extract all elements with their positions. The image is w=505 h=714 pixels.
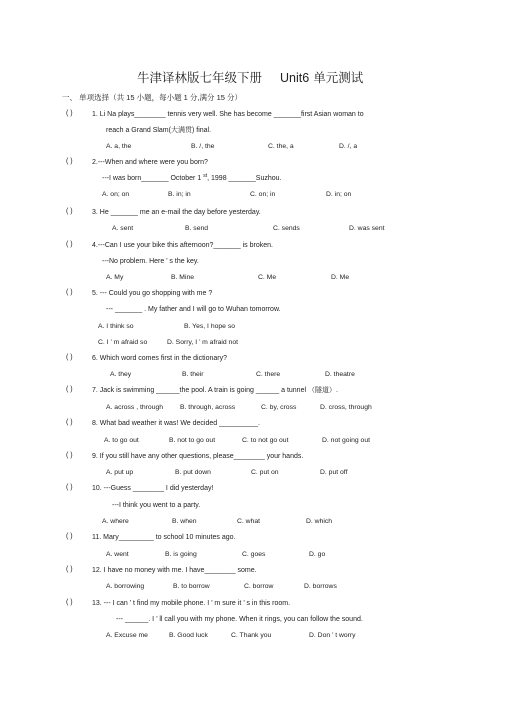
option-b: B. not to go out (169, 437, 216, 444)
question-stem: 3. He _______ me an e-mail the day before yesterday. (92, 209, 261, 216)
option-c: C. I ’ m afraid so (98, 339, 148, 346)
title-unit: Unit6 (280, 71, 310, 85)
answer-paren: ( ) (66, 241, 73, 248)
question-stem: 1. Li Na plays________ tennis very well. She has become _______first Asian woman to (92, 111, 364, 118)
stem-text: ---I was born_______ October 1 (102, 175, 202, 182)
option-d: D. was sent (349, 225, 385, 232)
option-c: C. the, a (268, 143, 294, 150)
option-c: C. borrow (244, 583, 274, 590)
answer-paren: ( ) (66, 158, 73, 165)
option-a: A. went (106, 551, 129, 558)
question-stem-line2: ---I think you went to a party. (112, 502, 201, 509)
option-c: C. goes (242, 551, 266, 558)
option-d: D. not going out (322, 437, 370, 444)
option-a: A. on; on (102, 191, 130, 198)
question-stem-line2 (102, 174, 281, 183)
option-a: A. put up (106, 469, 134, 476)
option-d: D. Sorry, I ’ m afraid not (167, 339, 239, 346)
option-b: B. /, the (191, 143, 215, 150)
option-c: C. sends (273, 225, 300, 232)
option-b: B. in; in (168, 191, 191, 198)
option-b: B. Good luck (169, 632, 208, 639)
question-stem: 13. --- I can ’ t find my mobile phone. I ’ m sure it ’ s in this room. (92, 600, 291, 607)
option-d: D. cross, through (320, 404, 372, 411)
option-b: B. Yes, I hope so (184, 323, 236, 330)
option-a: A. My (106, 274, 124, 281)
option-c: C. to not go out (242, 437, 289, 444)
answer-paren: ( ) (66, 599, 73, 606)
option-b: B. their (182, 371, 204, 378)
option-c: C. put on (251, 469, 279, 476)
question-stem: 12. I have no money with me. I have________ some. (92, 567, 257, 574)
question-stem: 11. Mary_________ to school 10 minutes ago. (92, 534, 236, 541)
question-stem: 9. If you still have any other questions, please________ your hands. (92, 453, 304, 460)
section-heading: 一、 单项选择（共 15 小题，每小题 1 分,满分 15 分） (62, 93, 243, 102)
option-b: B. put down (175, 469, 211, 476)
answer-paren: ( ) (66, 566, 73, 573)
ordinal-sup: st (203, 173, 208, 179)
option-c: C. Thank you (231, 632, 272, 639)
answer-paren: ( ) (66, 208, 73, 215)
question-stem: 6. Which word comes first in the dictionary? (92, 355, 227, 362)
answer-paren: ( ) (66, 484, 73, 491)
answer-paren: ( ) (66, 289, 73, 296)
option-b: B. when (172, 518, 197, 525)
option-d: D. theatre (325, 371, 355, 378)
option-a: A. sent (112, 225, 134, 232)
option-d: D. in; on (326, 191, 352, 198)
option-d: D. borrows (304, 583, 337, 590)
option-c: C. on; in (250, 191, 276, 198)
question-stem-line2: ---No problem. Here ’ s the key. (102, 258, 199, 265)
option-c: C. Me (258, 274, 277, 281)
option-d: D. Don ’ t worry (309, 632, 356, 639)
question-stem: 8. What bad weather it was! We decided __________. (92, 420, 260, 427)
option-b: B. through, across (180, 404, 236, 411)
option-a: A. Excuse me (106, 632, 148, 639)
answer-paren: ( ) (66, 354, 73, 361)
question-stem-line2: --- ______. I ’ ll call you with my phone. When it rings, you can follow the sound. (116, 616, 363, 623)
option-d: D. go (309, 551, 326, 558)
question-stem: 4.---Can I use your bike this afternoon?_______ is broken. (92, 242, 273, 249)
option-c: C. what (237, 518, 261, 525)
page-title (137, 68, 363, 86)
question-stem-line2: reach a Grand Slam(大满贯) final. (106, 127, 212, 134)
option-a: A. where (102, 518, 129, 525)
question-stem: 5. --- Could you go shopping with me ? (92, 290, 213, 297)
option-b: B. to borrow (173, 583, 210, 590)
title-test: 单元测试 (313, 70, 364, 85)
option-a: A. they (110, 371, 132, 378)
stem-tail: , 1998 _______Suzhou. (207, 175, 282, 182)
option-a: A. I think so (98, 323, 134, 330)
option-a: A. borrowing (106, 583, 145, 590)
answer-paren: ( ) (66, 110, 73, 117)
option-d: D. put off (320, 469, 348, 476)
option-a: A. to go out (104, 437, 139, 444)
option-d: D. which (306, 518, 333, 525)
question-stem: 7. Jack is swimming ______the pool. A train is going ______ a tunnel （隧道）. (92, 387, 338, 394)
option-d: D. /, a (339, 143, 358, 150)
question-stem: 2.---When and where were you born? (92, 159, 208, 166)
question-stem-line2: --- _______ . My father and I will go to Wuhan tomorrow. (106, 306, 281, 313)
question-stem: 10. ---Guess ________ I did yesterday! (92, 485, 214, 492)
option-b: B. is going (165, 551, 197, 558)
option-b: B. send (185, 225, 209, 232)
option-b: B. Mine (171, 274, 195, 281)
answer-paren: ( ) (66, 419, 73, 426)
answer-paren: ( ) (66, 533, 73, 540)
option-c: C. there (256, 371, 281, 378)
option-c: C. by, cross (261, 404, 297, 411)
option-a: A. a, the (106, 143, 132, 150)
answer-paren: ( ) (66, 386, 73, 393)
answer-paren: ( ) (66, 452, 73, 459)
option-d: D. Me (331, 274, 350, 281)
option-a: A. across , through (106, 404, 164, 411)
title-cn: 牛津译林版七年级下册 (137, 70, 263, 85)
